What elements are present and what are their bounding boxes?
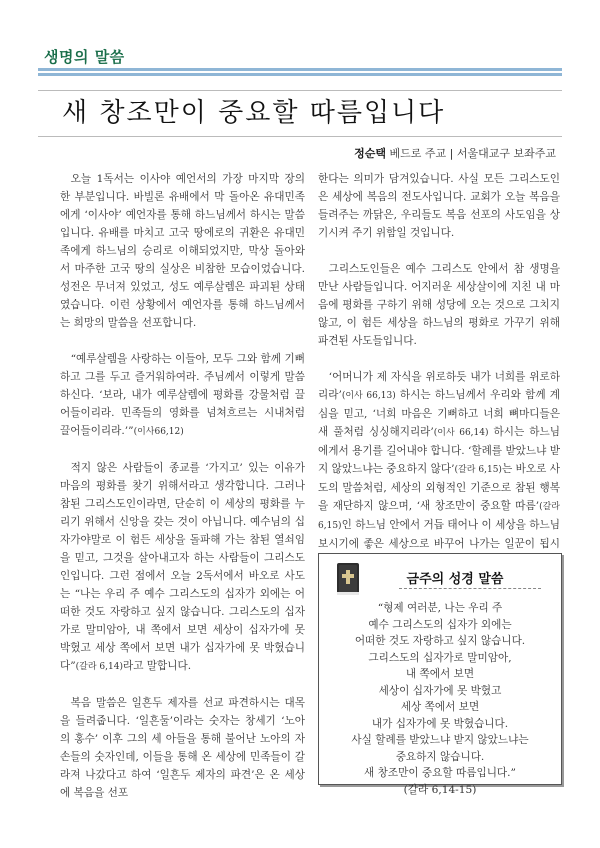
paragraph: 한다는 의미가 담겨있습니다. 사실 모든 그리스도인은 세상에 복음의 전도사입니다. 교회가 오늘 복음을 들려주는 까닭은, 우리들도 복음 선포의 사도임을 상기시켜 주기 위함일 것입니다. (318, 173, 560, 239)
author-name: 정순택 (354, 147, 387, 160)
scripture-ref: (이사66,12) (133, 427, 184, 437)
paragraph-text: ‘어머니가 제 자식을 위로하듯 내가 너희를 위로하리라’ (318, 371, 560, 401)
paragraph (318, 368, 560, 571)
scripture-ref: (이사 66,13) (341, 391, 396, 401)
verse-line: 내가 십자가에 못 박혔습니다. (371, 717, 509, 730)
paragraph: 그리스도인들은 예수 그리스도 안에서 참 생명을 만난 사람들입니다. 어지러운 세상살이에 지친 내 마음에 평화를 구하기 위해 성당에 오는 것으로 그치지 않고, 이 험든 세상을 하느님의 평화로 가꾸기 위해 파견된 사도들입니다. (318, 263, 560, 347)
paragraph-text: 적지 않은 사람들이 종교를 ‘가지고’ 있는 이유가 마음의 평화를 찾기 위해서라고 생각합니다. 그러나 참된 그리스도인이라면, 단순히 이 세상의 평화를 누리기 위해서 신앙을 갖는 것이 아닙니다. 예수님의 십자가야말로 이 험든 세상을 돌파해 가는 참된 열쇠임을 믿고, 그것을 살아내고자 하는 사람들이 그리스도인입니다. 그런 점에서 오늘 2독서에서 바오로 사도는 “나는 우리 주 예수 그리스도의 십자가 외에는 어떠한 것도 자랑하고 싶지 않습니다. 그리스도의 십자가로 말미암아, 내 쪽에서 보면 세상이 십자가에 못 박혔고 세상 쪽에서 보면 내가 십자가에 못 박혔습니다” (60, 462, 305, 672)
scripture-ref: (갈라 6,14) (75, 662, 123, 672)
paragraph-text: 하시는 하느님에게서 용기를 길어내야 합니다. ‘할례를 받았느냐 받지 않았느냐는 중요하지 않다’ (318, 426, 560, 475)
scripture-ref: (갈라 6,15) (318, 502, 560, 531)
paragraph-text: 라고 말합니다. (122, 660, 192, 672)
verse-line: 세상 쪽에서 보면 (400, 701, 480, 713)
paragraph-text: 하시는 하느님께서 우리와 함께 계심을 믿고, ‘너희 마음은 기뻐하고 너희 뼈마디들은 새 풀처럼 싱싱해지리라’ (318, 389, 560, 438)
right-column (318, 170, 560, 589)
verse-lines (319, 600, 561, 798)
verse-line: “형제 여러분, 나는 우리 주 (377, 602, 503, 614)
article-title: 새 창조만이 중요할 따름입니다 (62, 98, 446, 128)
weekly-verse-box (318, 553, 562, 796)
quote-text: “예루살렘을 사랑하는 이들아, 모두 그와 함께 기뻐하고 그를 두고 즐거워하여라. 주님께서 이렇게 말씀하신다. ‘보라, 내가 예루살렘에 평화를 강물처럼 끌어들이리라. 민족들의 영화를 넘쳐흐르는 시내처럼 끌어들이리라.’” (60, 353, 305, 437)
verse-line: 새 창조만이 중요할 따름입니다.” (364, 767, 516, 779)
title-rule-bottom (38, 136, 562, 137)
verse-line: 그리스도의 십자가로 말미암아, (368, 651, 512, 664)
paragraph: 복음 말씀은 일흔두 제자를 선교 파견하시는 대목을 들려줍니다. ‘일흔둘’이라는 숫자는 창세기 ‘노아의 홍수’ 이후 그의 세 아들을 통해 불어난 노아의 자손들의 숫자인데, 이들을 통해 온 세상에 민족들이 갈라져 나갔다고 하여 ‘일흔두 제자의 파견’은 온 세상에 복음을 선포 (60, 697, 305, 799)
byline (354, 145, 556, 161)
verse-line: 어떠한 것도 자랑하고 싶지 않습니다. (354, 635, 526, 647)
verse-line: 세상이 십자가에 못 박혔고 (378, 684, 502, 697)
verse-line: 예수 그리스도의 십자가 외에는 (368, 618, 512, 631)
verse-line: 내 쪽에서 보면 (405, 668, 475, 680)
paragraph-text: 는 바오로 사도의 말씀처럼, 세상의 외형적인 기준으로 참된 행복을 재단하지 않으며, ‘새 창조만이 중요할 따름’ (318, 463, 561, 512)
section-label: 생명의 말씀 (44, 48, 125, 66)
author-title: 베드로 주교 | 서울대교구 보좌주교 (389, 147, 556, 160)
left-column (60, 170, 305, 820)
paragraph: 오늘 1독서는 이사야 예언서의 가장 마지막 장의 한 부분입니다. 바빌론 유배에서 막 돌아온 유대민족에게 ‘이사야’ 예언자를 통해 하느님께서 하시는 말씀입니다. 유배를 마치고 고국 땅에로의 귀환은 유대민족에게 하느님의 승리로 이해되었지만, 막상 돌아와서 마주한 고국 땅의 실상은 비참한 모습이었습니다. 성전은 무너져 있었고, 성도 예루살렘은 파괴된 상태였습니다. 이런 상황에서 예언자를 통해 하느님께서는 희망의 말씀을 선포합니다. (60, 173, 305, 329)
scripture-ref: (이사 66,14) (433, 428, 489, 438)
paragraph (60, 459, 305, 676)
scripture-ref: (갈라 6,15) (454, 465, 502, 475)
paragraph (60, 350, 305, 441)
verse-line: 중요하지 않습니다. (395, 750, 485, 763)
verse-heading: 금주의 성경 말씀 (406, 572, 504, 587)
title-rule-top (38, 90, 562, 91)
verse-line: 사실 할례를 받았느냐 받지 않았느냐는 (351, 734, 529, 746)
verse-ref: (갈라 6,14-15) (403, 783, 477, 796)
verse-separator (399, 588, 541, 589)
paragraph-text: 인 하느님 안에서 거듭 태어나 이 세상을 하느님 보시기에 좋은 세상으로 바꾸어 나가는 일꾼이 됩시 (318, 519, 560, 550)
